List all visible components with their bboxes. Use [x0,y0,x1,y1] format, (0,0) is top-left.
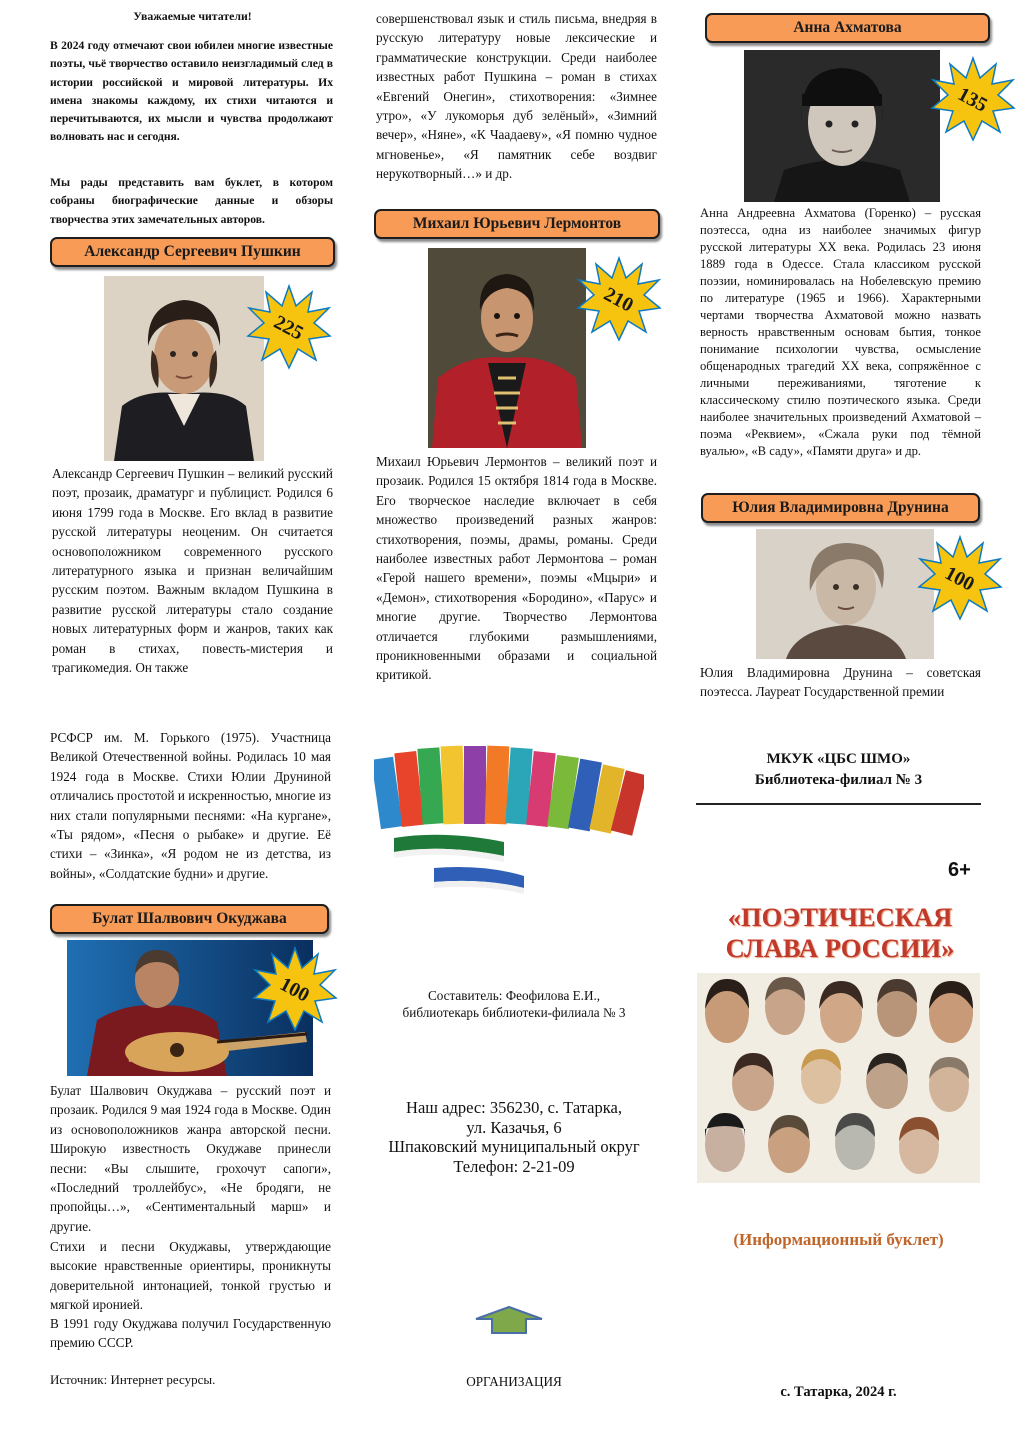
anniversary-210-number: 210 [600,283,637,317]
lermontov-text: Михаил Юрьевич Лермонтов – великий поэт и прозаик. Родился 15 октября 1814 года в Москве. Его творческое наследие включает в себя множество произведений разных жанров: стихотворения, поэмы, драмы, романы. Среди наиболее известных работ Лермонтова – роман «Герой нашего времени», поэмы «Мцыри» и «Демон», стихотворения «Бородино», «Парус» и многие другие. Творчество Лермонтова отличается глубокими размышлениями, проникновенными образами и социальной критикой. [376,454,657,683]
books-illustration [374,738,644,910]
source-note: Источник: Интернет ресурсы. [50,1372,216,1387]
akhmatova-text: Анна Андреевна Ахматова (Горенко) – русская поэтесса, одна из наиболее значимых фигур русской литературы XX века. Родилась 23 июня 1889 года в Одессе. Стала классиком русской поэзии, номинировалась на Нобелевскую премию по литературе (1965 и 1966). Характерными чертами творчества Ахматовой можно назвать верность нравственным основам бытия, тонкое понимание психологии чувства, осмысление общенародных трагедий XX века, сопряжённое с личными переживаниями, тяготение к классическому стилю поэтического языка. Среди наиболее значительных произведений Ахматовой – поэма «Реквием», «Сжала руки под тёмной вуалью», «В саду», «Памяти друга» и др. [700,206,981,458]
drunina-text: Юлия Владимировна Друнина – советская поэтесса. Лауреат Государственной премии [700,665,981,700]
okudzhava-text-3: В 1991 году Окуджава получил Государственную премию СССР. [50,1316,331,1351]
address-line-1: Наш адрес: 356230, с. Татарка, [406,1098,622,1117]
divider [696,803,981,805]
akhmatova-banner: Анна Ахматова [705,13,990,43]
title-line-1: «ПОЭТИЧЕСКАЯ [727,902,953,932]
okudzhava-banner: Булат Шалвович Окуджава [50,904,329,934]
anniversary-225-number: 225 [270,311,307,345]
akhmatova-portrait [744,50,940,202]
drunina-text-cont: РСФСР им. М. Горького (1975). Участница Великой Отечественной войны. Родилась 10 мая 1924 года в Москве. Стихи Юлии Друниной отличались простотой и искренностью, многие из них стали популярными песнями: «На кургане», «Ты рядом», «Песня о рыбаке» и другие. Её стихи – «Зинка», «Я родом не из детства, из войны», «Солдатские будни» и другие. [50,730,331,881]
org-name: МКУК «ЦБС ШМО» [766,751,911,767]
pushkin-text: Александр Сергеевич Пушкин – великий русский поэт, прозаик, драматург и публицист. Родился 6 июня 1799 года в Москве. Его вклад в развитие русской литературы неоценим. Он считается основоположником современного русского литературного языка и признан величайшим русским поэтом. Важным вкладом Пушкина в развитие русской литературы стало создание новых литературных форм и жанров, таких как роман в стихах, повесть-мистерия и трагикомедия. Он также [52,466,333,676]
poets-collage [697,973,980,1183]
anniversary-135-star [930,56,1016,142]
okudzhava-text-2: Стихи и песни Окуджавы, утверждающие высокие нравственные ориентиры, проникнуты доверительной интонацией, тонкой грустью и мягкой иронией. [50,1239,331,1313]
organization-header [696,749,981,791]
intro-paragraph-2: Мы рады представить вам буклет, в котором собраны биографические данные и обзоры творчества этих замечательных авторов. [50,176,333,226]
branch-name: Библиотека-филиал № 3 [754,772,923,788]
pushkin-portrait [104,276,264,461]
anniversary-225-star [246,284,332,370]
compiler-line-2: библиотекарь библиотеки-филиала № 3 [402,1005,626,1020]
okudzhava-text: Булат Шалвович Окуджава – русский поэт и прозаик. Родился 9 мая 1924 года в Москве. Один из основоположников жанра авторской песни. Широкую известность Окуджаве принесли песни: «Вы слышите, грохочут сапоги», «Последний троллейбус», «Не бродяги, не пропойцы…», «Сентиментальный марш» и другие. [50,1083,331,1234]
booklet-subtitle: (Информационный буклет) [733,1230,944,1249]
up-arrow-icon [474,1305,544,1335]
pushkin-text-cont: совершенствовал язык и стиль письма, внедряя в русскую литературу новые лексические и грамматические конструкции. Среди наиболее известных работ Пушкина – роман в стихах «Евгений Онегин», стихотворения: «Зимнее утро», «У лукоморья дуб зелёный», «Зимний вечер», «Няне», «К Чаадаеву», «Я помню чудное мгновенье», «Я памятник себе воздвиг нерукотворный…» и др. [376,11,657,182]
age-rating: 6+ [948,859,971,881]
phone-line: Телефон: 2-21-09 [453,1156,575,1176]
place-year: с. Татарка, 2024 г. [780,1384,897,1400]
lermontov-portrait [428,248,586,448]
intro-paragraph: В 2024 году отмечают свои юбилеи многие известные поэты, чьё творчество оставило неизгладимый след в истории российской и мировой литературы. Их имена знакомы каждому, их стихи читаются и перечитываются, их мысли и чувства продолжают волновать нас и сегодня. [50,39,333,144]
compiler-info [376,987,652,1021]
anniversary-100-star-okudzhava [252,946,338,1032]
address-block [376,1098,652,1176]
lermontov-banner: Михаил Юрьевич Лермонтов [374,209,660,239]
booklet-title [700,902,980,964]
address-line-2: ул. Казачья, 6 [466,1117,562,1137]
compiler-line-1: Составитель: Феофилова Е.И., [427,988,601,1003]
anniversary-100-star-drunina [917,535,1003,621]
drunina-portrait [756,529,934,659]
anniversary-210-star [576,256,662,342]
drunina-banner: Юлия Владимировна Друнина [701,493,980,523]
pushkin-banner: Александр Сергеевич Пушкин [50,237,335,267]
anniversary-100-number-drunina: 100 [941,562,978,596]
anniversary-135-number: 135 [954,83,991,117]
anniversary-100-number-okudzhava: 100 [276,973,313,1007]
address-line-3: Шпаковский муниципальный округ [388,1137,640,1156]
organization-label: ОРГАНИЗАЦИЯ [466,1374,562,1389]
greeting: Уважаемые читатели! [133,9,252,23]
title-line-2: СЛАВА РОССИИ» [725,933,955,963]
